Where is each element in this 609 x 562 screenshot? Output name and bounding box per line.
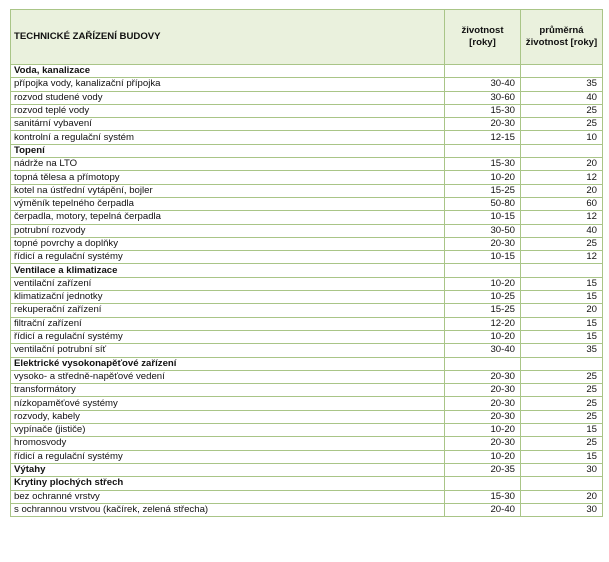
lifespan-range: 15-30 xyxy=(445,158,521,171)
table-row xyxy=(11,91,603,104)
table-row xyxy=(11,197,603,210)
table-row xyxy=(11,330,603,343)
lifespan-range: 15-25 xyxy=(445,184,521,197)
equipment-name: ventilační zařízení xyxy=(11,277,445,290)
equipment-name: klimatizační jednotky xyxy=(11,291,445,304)
lifespan-range: 12-15 xyxy=(445,131,521,144)
average-lifespan: 25 xyxy=(521,237,603,250)
average-lifespan: 20 xyxy=(521,304,603,317)
table-row xyxy=(11,237,603,250)
lifespan-range: 20-30 xyxy=(445,118,521,131)
average-lifespan xyxy=(521,264,603,277)
table-row xyxy=(11,437,603,450)
lifespan-range xyxy=(445,264,521,277)
equipment-name: transformátory xyxy=(11,384,445,397)
lifespan-range: 20-40 xyxy=(445,503,521,516)
lifespan-range xyxy=(445,65,521,78)
lifespan-range xyxy=(445,477,521,490)
equipment-name: kotel na ústřední vytápění, bojler xyxy=(11,184,445,197)
equipment-name: výměník tepelného čerpadla xyxy=(11,197,445,210)
equipment-name: řídicí a regulační systémy xyxy=(11,330,445,343)
section-row xyxy=(11,477,603,490)
section-row xyxy=(11,144,603,157)
table-row xyxy=(11,184,603,197)
lifespan-range: 30-50 xyxy=(445,224,521,237)
lifespan-range: 30-40 xyxy=(445,344,521,357)
lifespan-range xyxy=(445,357,521,370)
section-name: Výtahy xyxy=(11,463,445,476)
lifespan-range xyxy=(445,144,521,157)
average-lifespan: 25 xyxy=(521,118,603,131)
table-row xyxy=(11,291,603,304)
table-row xyxy=(11,410,603,423)
section-row xyxy=(11,357,603,370)
table-row xyxy=(11,131,603,144)
equipment-name: vypínače (jističe) xyxy=(11,424,445,437)
average-lifespan: 15 xyxy=(521,424,603,437)
lifespan-range: 10-15 xyxy=(445,251,521,264)
equipment-name: vysoko- a středně-napěťové vedení xyxy=(11,370,445,383)
lifespan-range: 10-25 xyxy=(445,291,521,304)
section-row xyxy=(11,65,603,78)
average-lifespan: 25 xyxy=(521,370,603,383)
table-row xyxy=(11,158,603,171)
average-lifespan: 12 xyxy=(521,251,603,264)
average-lifespan: 12 xyxy=(521,211,603,224)
equipment-name: rozvod teplé vody xyxy=(11,104,445,117)
table-row xyxy=(11,503,603,516)
equipment-name: rozvody, kabely xyxy=(11,410,445,423)
table-row xyxy=(11,344,603,357)
lifespan-range: 50-80 xyxy=(445,197,521,210)
table-row xyxy=(11,171,603,184)
table-header-row xyxy=(11,10,603,65)
equipment-name: čerpadla, motory, tepelná čerpadla xyxy=(11,211,445,224)
average-lifespan xyxy=(521,477,603,490)
table-row xyxy=(11,384,603,397)
average-lifespan: 10 xyxy=(521,131,603,144)
equipment-name: s ochrannou vrstvou (kačírek, zelená střecha) xyxy=(11,503,445,516)
table-row xyxy=(11,118,603,131)
equipment-name: potrubní rozvody xyxy=(11,224,445,237)
lifespan-range: 12-20 xyxy=(445,317,521,330)
equipment-name: topné povrchy a doplňky xyxy=(11,237,445,250)
equipment-name: sanitární vybavení xyxy=(11,118,445,131)
section-name: Ventilace a klimatizace xyxy=(11,264,445,277)
section-name: Krytiny plochých střech xyxy=(11,477,445,490)
equipment-name: nízkopaměťové systémy xyxy=(11,397,445,410)
average-lifespan: 35 xyxy=(521,78,603,91)
header-average-lifespan: průměrná životnost [roky] xyxy=(521,10,603,65)
lifespan-range: 30-60 xyxy=(445,91,521,104)
average-lifespan: 60 xyxy=(521,197,603,210)
equipment-name: rekuperační zařízení xyxy=(11,304,445,317)
table-body xyxy=(11,65,603,517)
section-name: Topení xyxy=(11,144,445,157)
table-row xyxy=(11,304,603,317)
equipment-name: řídicí a regulační systémy xyxy=(11,450,445,463)
table-row xyxy=(11,397,603,410)
lifespan-range: 20-30 xyxy=(445,237,521,250)
table-row xyxy=(11,78,603,91)
equipment-name: ventilační potrubní síť xyxy=(11,344,445,357)
lifespan-range: 10-20 xyxy=(445,277,521,290)
lifespan-range: 10-15 xyxy=(445,211,521,224)
equipment-name: bez ochranné vrstvy xyxy=(11,490,445,503)
equipment-name: nádrže na LTO xyxy=(11,158,445,171)
table-row xyxy=(11,211,603,224)
equipment-name: řídicí a regulační systémy xyxy=(11,251,445,264)
average-lifespan: 30 xyxy=(521,463,603,476)
average-lifespan: 12 xyxy=(521,171,603,184)
table-row xyxy=(11,251,603,264)
average-lifespan xyxy=(521,357,603,370)
average-lifespan: 25 xyxy=(521,437,603,450)
section-row xyxy=(11,463,603,476)
equipment-name: přípojka vody, kanalizační přípojka xyxy=(11,78,445,91)
lifespan-range: 20-30 xyxy=(445,370,521,383)
average-lifespan: 25 xyxy=(521,397,603,410)
table-row xyxy=(11,277,603,290)
average-lifespan: 40 xyxy=(521,224,603,237)
lifespan-range: 15-30 xyxy=(445,104,521,117)
lifespan-range: 10-20 xyxy=(445,424,521,437)
lifespan-range: 20-30 xyxy=(445,437,521,450)
lifespan-range: 20-30 xyxy=(445,384,521,397)
average-lifespan: 15 xyxy=(521,450,603,463)
equipment-name: rozvod studené vody xyxy=(11,91,445,104)
lifespan-range: 20-35 xyxy=(445,463,521,476)
average-lifespan: 35 xyxy=(521,344,603,357)
average-lifespan xyxy=(521,144,603,157)
lifespan-range: 10-20 xyxy=(445,450,521,463)
equipment-name: kontrolní a regulační systém xyxy=(11,131,445,144)
table-row xyxy=(11,370,603,383)
average-lifespan: 30 xyxy=(521,503,603,516)
header-lifespan: životnost [roky] xyxy=(445,10,521,65)
average-lifespan: 25 xyxy=(521,104,603,117)
lifespan-table-container xyxy=(10,9,603,517)
average-lifespan: 15 xyxy=(521,291,603,304)
lifespan-range: 15-25 xyxy=(445,304,521,317)
table-row xyxy=(11,424,603,437)
average-lifespan: 25 xyxy=(521,410,603,423)
average-lifespan: 20 xyxy=(521,490,603,503)
average-lifespan: 15 xyxy=(521,277,603,290)
equipment-name: hromosvody xyxy=(11,437,445,450)
equipment-name: topná tělesa a přímotopy xyxy=(11,171,445,184)
average-lifespan: 15 xyxy=(521,317,603,330)
header-equipment: TECHNICKÉ ZAŘÍZENÍ BUDOVY xyxy=(11,10,445,65)
lifespan-range: 30-40 xyxy=(445,78,521,91)
table-row xyxy=(11,490,603,503)
average-lifespan: 20 xyxy=(521,184,603,197)
section-name: Voda, kanalizace xyxy=(11,65,445,78)
lifespan-range: 20-30 xyxy=(445,397,521,410)
lifespan-range: 10-20 xyxy=(445,171,521,184)
table-row xyxy=(11,317,603,330)
average-lifespan: 20 xyxy=(521,158,603,171)
table-row xyxy=(11,450,603,463)
average-lifespan xyxy=(521,65,603,78)
lifespan-range: 10-20 xyxy=(445,330,521,343)
section-row xyxy=(11,264,603,277)
table-row xyxy=(11,104,603,117)
lifespan-range: 15-30 xyxy=(445,490,521,503)
lifespan-range: 20-30 xyxy=(445,410,521,423)
equipment-name: filtrační zařízení xyxy=(11,317,445,330)
average-lifespan: 15 xyxy=(521,330,603,343)
average-lifespan: 40 xyxy=(521,91,603,104)
section-name: Elektrické vysokonapěťové zařízení xyxy=(11,357,445,370)
average-lifespan: 25 xyxy=(521,384,603,397)
lifespan-table xyxy=(10,9,603,517)
table-row xyxy=(11,224,603,237)
